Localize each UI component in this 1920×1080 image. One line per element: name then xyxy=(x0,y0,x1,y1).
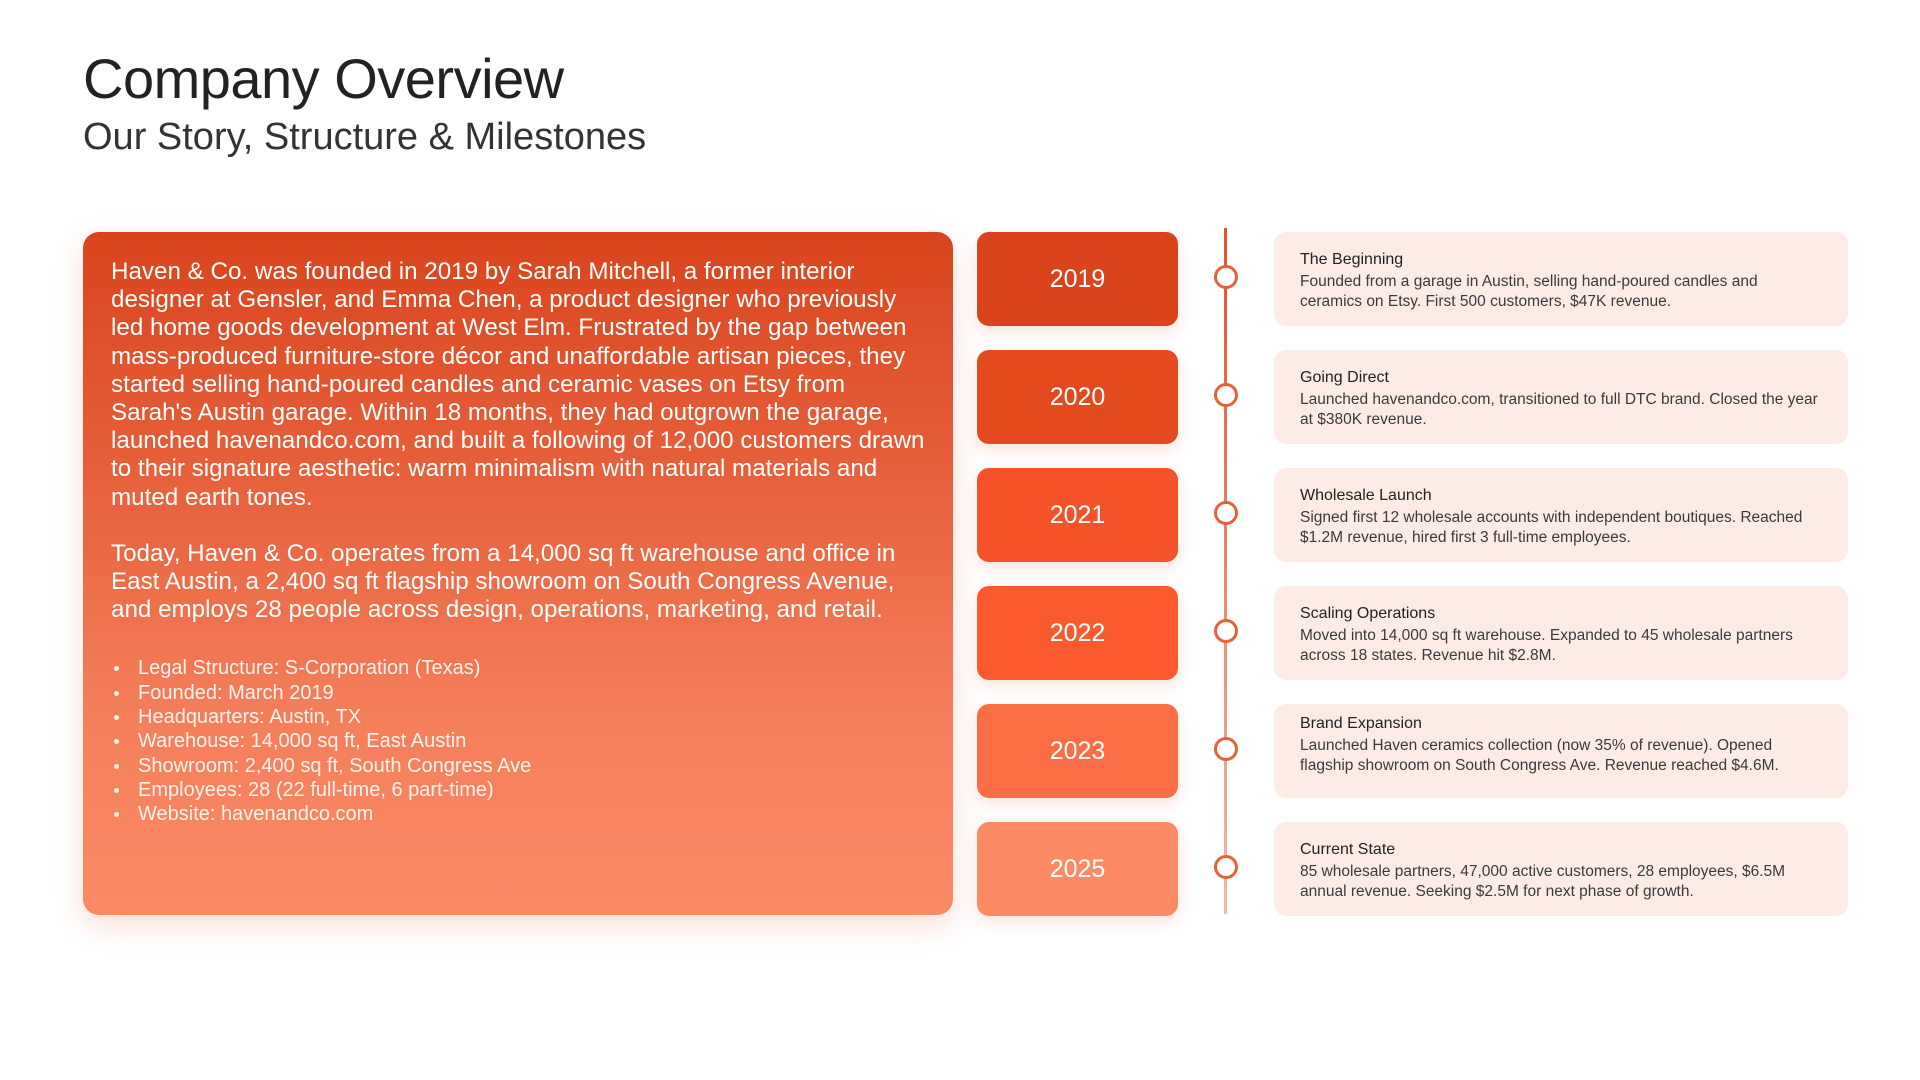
fact-legal-structure: Legal Structure: S-Corporation (Texas) xyxy=(111,656,925,680)
timeline-dot xyxy=(1214,855,1238,879)
page-title: Company Overview xyxy=(83,47,564,110)
milestone-title: Brand Expansion xyxy=(1300,715,1422,732)
story-paragraph-history: Haven & Co. was founded in 2019 by Sarah Mitchell, a former interior designer at Gensler, and Emma Chen, a product designer who previously led home goods development at West Elm. Frustrated by the gap between mass-produced furniture-store décor and unaffordable artisan pieces, they started selling hand-poured candles and ceramic vases on Etsy from Sarah's Austin garage. Within 18 months, they had outgrown the garage, launched havenandco.com, and built a following of 12,000 customers drawn to their signature aesthetic: warm minimalism with natural materials and muted earth tones. xyxy=(111,258,925,511)
milestone-title: The Beginning xyxy=(1300,251,1404,268)
milestone-title: Current State xyxy=(1300,841,1396,858)
milestone-description: Founded from a garage in Austin, selling hand-poured candles and ceramics on Etsy. First 500 customers, $47K revenue. xyxy=(1300,273,1758,310)
company-story-card xyxy=(83,232,953,915)
page-subtitle: Our Story, Structure & Milestones xyxy=(83,116,647,158)
milestone-description: Launched Haven ceramics collection (now 35% of revenue). Opened flagship showroom on South Congress Ave. Revenue reached $4.6M. xyxy=(1300,737,1779,774)
milestone-title: Going Direct xyxy=(1300,369,1389,386)
milestone-description: Signed first 12 wholesale accounts with independent boutiques. Reached $1.2M revenue, hired first 3 full-time employees. xyxy=(1300,509,1803,546)
timeline-dot xyxy=(1214,737,1238,761)
fact-warehouse: Warehouse: 14,000 sq ft, East Austin xyxy=(111,729,925,753)
fact-employees: Employees: 28 (22 full-time, 6 part-time) xyxy=(111,778,925,802)
fact-founded: Founded: March 2019 xyxy=(111,681,925,705)
milestone-title: Wholesale Launch xyxy=(1300,487,1432,504)
milestone-card-2022 xyxy=(1274,586,1848,680)
milestone-description: Launched havenandco.com, transitioned to full DTC brand. Closed the year at $380K revenue. xyxy=(1300,391,1818,428)
milestone-description: 85 wholesale partners, 47,000 active customers, 28 employees, $6.5M annual revenue. Seeking $2.5M for next phase of growth. xyxy=(1300,863,1786,900)
milestone-card-2019 xyxy=(1274,232,1848,326)
story-paragraph-today: Today, Haven & Co. operates from a 14,000 sq ft warehouse and office in East Austin, a 2,400 sq ft flagship showroom on South Congress Avenue, and employs 28 people across design, operations, marketing, and retail. xyxy=(111,539,896,624)
milestone-card-2020 xyxy=(1274,350,1848,444)
year-badge-2023: 2023 xyxy=(977,704,1178,798)
milestone-description: Moved into 14,000 sq ft warehouse. Expanded to 45 wholesale partners across 18 states. Revenue hit $2.8M. xyxy=(1300,627,1793,664)
timeline-dot xyxy=(1214,501,1238,525)
milestone-card-2023 xyxy=(1274,704,1848,798)
company-facts-list xyxy=(111,656,925,826)
timeline-dot xyxy=(1214,265,1238,289)
timeline-line xyxy=(1224,228,1227,914)
year-badge-2020: 2020 xyxy=(977,350,1178,444)
year-badge-2025: 2025 xyxy=(977,822,1178,916)
milestone-card-2025 xyxy=(1274,822,1848,916)
milestone-title: Scaling Operations xyxy=(1300,605,1436,622)
milestone-card-2021 xyxy=(1274,468,1848,562)
year-badge-2022: 2022 xyxy=(977,586,1178,680)
fact-showroom: Showroom: 2,400 sq ft, South Congress Ave xyxy=(111,754,925,778)
fact-website: Website: havenandco.com xyxy=(111,802,925,826)
timeline-dot xyxy=(1214,383,1238,407)
fact-headquarters: Headquarters: Austin, TX xyxy=(111,705,925,729)
year-badge-2019: 2019 xyxy=(977,232,1178,326)
year-badge-2021: 2021 xyxy=(977,468,1178,562)
timeline-dot xyxy=(1214,619,1238,643)
